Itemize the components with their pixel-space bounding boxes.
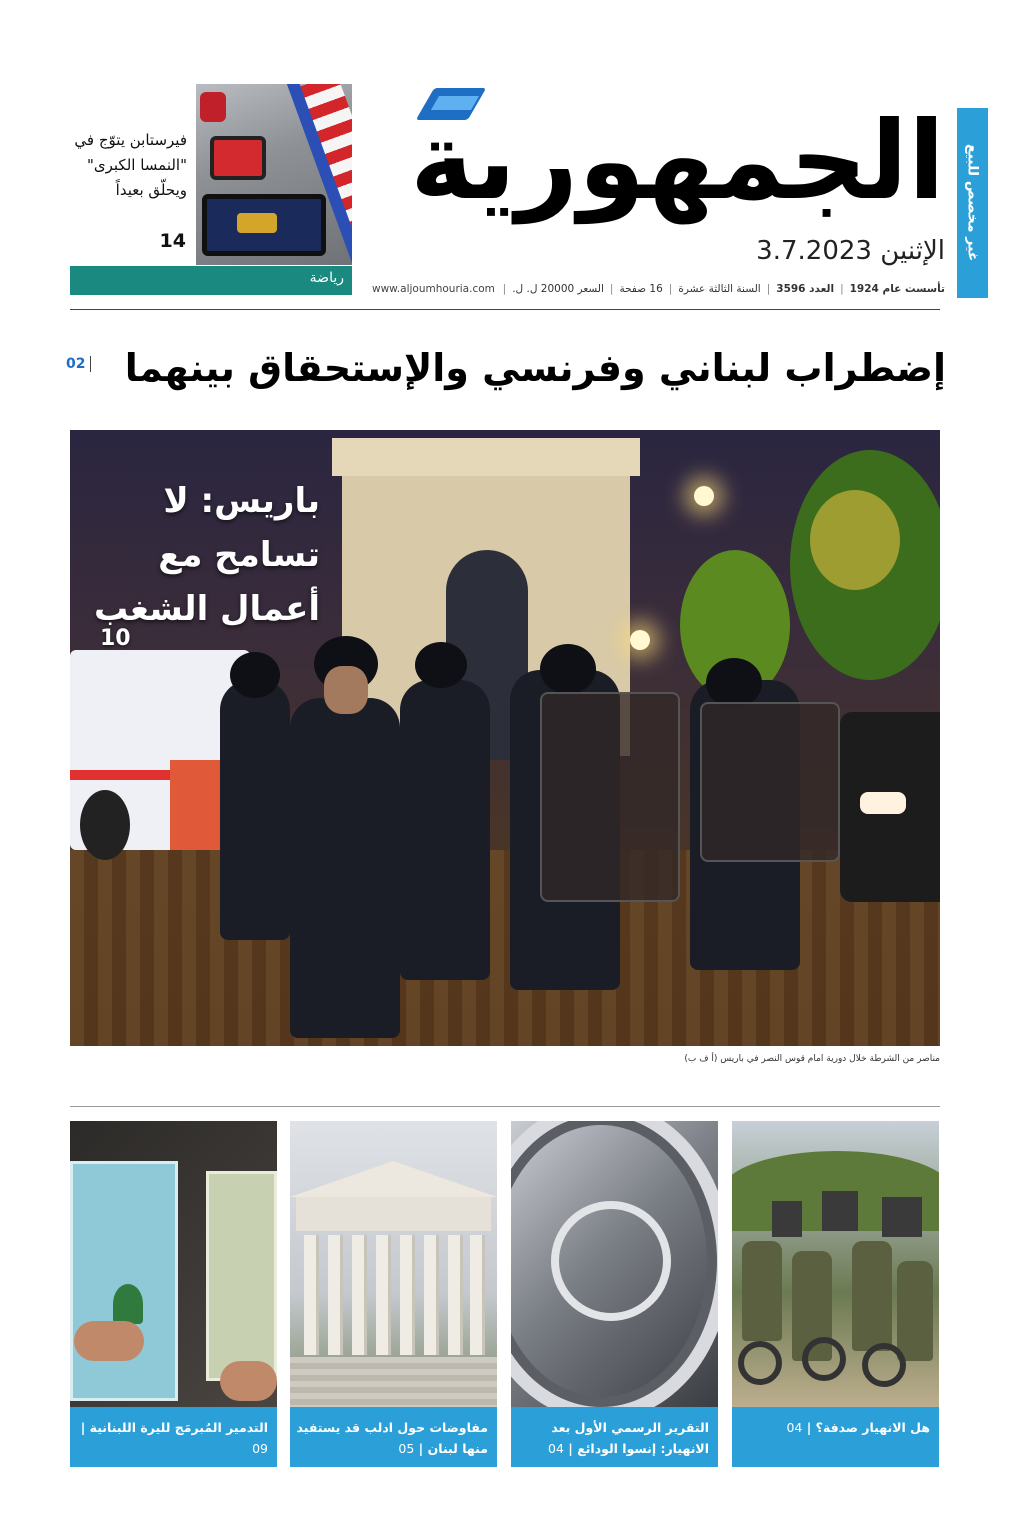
police-officer bbox=[400, 680, 490, 980]
divider bbox=[70, 1106, 940, 1107]
issue-day: الإثنين bbox=[880, 236, 945, 266]
teaser-page: 09 bbox=[252, 1441, 268, 1456]
officer-helmet bbox=[540, 644, 596, 694]
officer-helmet bbox=[230, 652, 280, 698]
newspaper-logo[interactable] bbox=[405, 86, 945, 236]
meta-separator: | bbox=[840, 283, 844, 295]
race-car-leader bbox=[202, 194, 326, 256]
issue-date-value: 3.7.2023 bbox=[756, 236, 872, 266]
column bbox=[328, 1235, 343, 1355]
teaser-photo-banknotes bbox=[70, 1121, 277, 1407]
soldier bbox=[742, 1241, 782, 1341]
teaser-title-text: التقرير الرسمي الأول بعد الانهيار: إنسوا الودائع bbox=[551, 1420, 709, 1456]
dollar-banknotes bbox=[206, 1171, 277, 1381]
sport-teaser-photo[interactable] bbox=[196, 84, 352, 265]
website-link[interactable]: www.aljoumhouria.com bbox=[372, 283, 495, 295]
teaser-title-text: التدمير المُبرمَج لليرة اللبنانية bbox=[89, 1420, 268, 1435]
teaser-photo-soldiers bbox=[732, 1121, 939, 1407]
teaser-card[interactable] bbox=[732, 1121, 939, 1467]
photo-story-page: 10 bbox=[100, 626, 131, 651]
soldier bbox=[852, 1241, 892, 1351]
founded-year: تأسست عام 1924 bbox=[849, 283, 945, 295]
issue-number: العدد 3596 bbox=[776, 283, 835, 295]
column bbox=[352, 1235, 367, 1355]
main-headline-page: 02 bbox=[66, 356, 91, 372]
column bbox=[376, 1235, 391, 1355]
teaser-title[interactable]: مفاوضات حول ادلب قد يستفيد منها لبنان | 05 bbox=[290, 1407, 497, 1467]
column bbox=[400, 1235, 415, 1355]
teaser-title-text: مفاوضات حول ادلب قد يستفيد منها لبنان bbox=[296, 1420, 488, 1456]
teaser-page: 05 bbox=[398, 1441, 415, 1456]
teaser-card[interactable] bbox=[70, 1121, 277, 1467]
photo-story-title[interactable]: باريس: لا تسامح مع أعمال الشغب bbox=[94, 481, 320, 629]
issue-meta-line bbox=[372, 283, 945, 295]
building-entablature bbox=[296, 1197, 491, 1231]
teaser-title[interactable]: التدمير المُبرمَج لليرة اللبنانية | 09 bbox=[70, 1407, 277, 1467]
car-taillight bbox=[860, 792, 906, 814]
teaser-page: 04 bbox=[548, 1441, 564, 1456]
price: السعر 20000 ل. ل. bbox=[512, 283, 604, 295]
main-headline[interactable]: إضطراب لبناني وفرنسي والإستحقاق بينهما bbox=[124, 346, 946, 390]
rocket-launcher bbox=[772, 1201, 802, 1237]
police-officer-front bbox=[290, 698, 400, 1038]
soldier bbox=[897, 1261, 933, 1361]
teaser-title-text: هل الانهيار صدفة؟ bbox=[815, 1420, 930, 1435]
meta-separator: | bbox=[766, 283, 771, 295]
officer-face bbox=[324, 666, 368, 714]
sport-teaser-headline[interactable]: فيرستابن يتوّج في "النمسا الكبرى" ويحلّق بعيداً bbox=[74, 131, 187, 199]
column bbox=[424, 1235, 439, 1355]
building-pediment bbox=[290, 1161, 497, 1197]
rocket-launcher bbox=[822, 1191, 858, 1231]
teaser-card[interactable] bbox=[511, 1121, 718, 1467]
teaser-title[interactable]: التقرير الرسمي الأول بعد الانهيار: إنسوا الودائع | 04 bbox=[511, 1407, 718, 1467]
officer-helmet bbox=[415, 642, 467, 688]
meta-separator: | bbox=[609, 283, 614, 295]
teaser-card[interactable] bbox=[290, 1121, 497, 1467]
logo-text: الجمهورية bbox=[409, 99, 945, 224]
street-light bbox=[694, 486, 714, 506]
hand bbox=[220, 1361, 277, 1401]
van-wheel bbox=[80, 790, 130, 860]
photo-caption: مناصر من الشرطة خلال دورية امام قوس النصر في باريس (أ ف ب) bbox=[684, 1054, 940, 1064]
race-car bbox=[210, 136, 266, 180]
rocket-launcher bbox=[882, 1197, 922, 1237]
riot-shield bbox=[700, 702, 840, 862]
police-officer bbox=[220, 680, 290, 940]
issue-date bbox=[745, 236, 945, 266]
teaser-page: 04 bbox=[786, 1420, 803, 1435]
tree-lit bbox=[810, 490, 900, 590]
not-for-sale-label: غير مخصص للبيع bbox=[957, 108, 988, 298]
building-steps bbox=[290, 1357, 497, 1407]
riot-shield bbox=[540, 692, 680, 902]
teaser-photo-imf-seal bbox=[511, 1121, 718, 1407]
globe-emblem bbox=[551, 1201, 671, 1321]
street-light bbox=[630, 630, 650, 650]
column bbox=[304, 1235, 319, 1355]
divider bbox=[70, 309, 940, 310]
motorbike-wheel bbox=[802, 1337, 846, 1381]
cobblestones bbox=[70, 850, 940, 1046]
lebanese-banknotes bbox=[70, 1161, 178, 1401]
teaser-title[interactable]: هل الانهيار صدفة؟ | 04 bbox=[732, 1407, 939, 1467]
page-count: 16 صفحة bbox=[619, 283, 663, 295]
main-photo[interactable] bbox=[70, 430, 940, 1046]
sport-section-label[interactable]: رياضة bbox=[70, 266, 352, 295]
motorbike-wheel bbox=[862, 1343, 906, 1387]
meta-separator: | bbox=[668, 283, 673, 295]
teaser-photo-court-building bbox=[290, 1121, 497, 1407]
arch-attic bbox=[332, 438, 640, 476]
race-car bbox=[200, 92, 226, 122]
sport-teaser-page: 14 bbox=[159, 230, 186, 252]
motorbike-wheel bbox=[738, 1341, 782, 1385]
officer-helmet bbox=[706, 658, 762, 708]
column bbox=[448, 1235, 463, 1355]
hand bbox=[74, 1321, 144, 1361]
publication-year: السنة الثالثة عشرة bbox=[678, 283, 761, 295]
meta-separator: | bbox=[502, 283, 507, 295]
column bbox=[470, 1235, 485, 1355]
